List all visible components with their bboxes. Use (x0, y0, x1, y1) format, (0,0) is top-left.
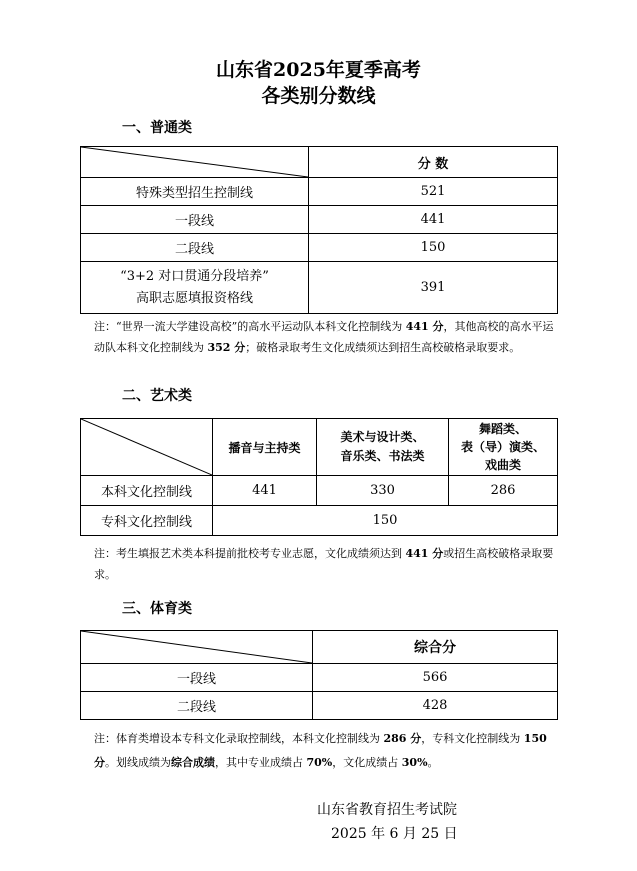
section-heading-sports: 三、体育类 (122, 601, 192, 617)
row-label: 二段线 (81, 692, 313, 720)
row-value: 330 (317, 476, 449, 506)
row-value: 150 (309, 234, 558, 262)
row-value: 521 (309, 178, 558, 206)
header-line: 表（导）演类、 (460, 440, 545, 454)
row-value: 441 (309, 206, 558, 234)
row-label: 一段线 (81, 206, 309, 234)
general-note: 注：“世界一流大学建设高校”的高水平运动队本科文化控制线为 441 分，其他高校的高水平运动队本科文化控制线为 352 分；破格录取考生文化成绩须达到招生高校破格录取要求。 (94, 320, 554, 354)
row-value: 150 (213, 506, 558, 536)
art-note: 注：考生填报艺术类本科提前批校考专业志愿，文化成绩须达到 441 分或招生高校破格录取要求。 (94, 547, 554, 581)
section-heading-general: 一、普通类 (122, 120, 192, 136)
column-header-fine-arts (317, 419, 449, 476)
row-value: 566 (313, 664, 558, 692)
row-value: 391 (309, 262, 558, 314)
column-header-dance (449, 419, 558, 476)
art-score-table (80, 418, 558, 536)
header-line: 戏曲类 (484, 458, 521, 472)
sports-score-table (80, 630, 558, 720)
header-line: 舞蹈类、 (478, 422, 527, 436)
header-line: 音乐类、书法类 (340, 449, 425, 463)
header-line: 美术与设计类、 (340, 430, 425, 444)
row-label: 特殊类型招生控制线 (81, 178, 309, 206)
diagonal-header-cell (81, 147, 309, 178)
row-label: 本科文化控制线 (81, 476, 213, 506)
page-subtitle: 各类别分数线 (261, 85, 376, 107)
sports-note: 注：体育类增设本专科文化录取控制线，本科文化控制线为 286 分，专科文化控制线为 150 分。划线成绩为综合成绩，其中专业成绩占 70%，文化成绩占 30%。 (94, 732, 547, 769)
row-label-line: “3+2 对口贯通分段培养” (120, 268, 269, 284)
page-title: 山东省2025年夏季高考 (216, 59, 421, 81)
row-value: 428 (313, 692, 558, 720)
row-label-multiline (81, 262, 309, 314)
row-value: 441 (213, 476, 317, 506)
issue-date: 2025 年 6 月 25 日 (331, 826, 458, 842)
row-label-line: 高职志愿填报资格线 (135, 290, 253, 306)
diagonal-header-cell (81, 419, 213, 476)
column-header-score: 分 数 (309, 147, 558, 178)
row-label: 一段线 (81, 664, 313, 692)
general-score-table (80, 146, 558, 314)
column-header-broadcasting: 播音与主持类 (213, 419, 317, 476)
row-value: 286 (449, 476, 558, 506)
row-label: 二段线 (81, 234, 309, 262)
issuer-name: 山东省教育招生考试院 (317, 802, 457, 818)
diagonal-header-cell (81, 631, 313, 664)
column-header-composite: 综合分 (313, 631, 558, 664)
section-heading-art: 二、艺术类 (122, 388, 192, 404)
row-label: 专科文化控制线 (81, 506, 213, 536)
